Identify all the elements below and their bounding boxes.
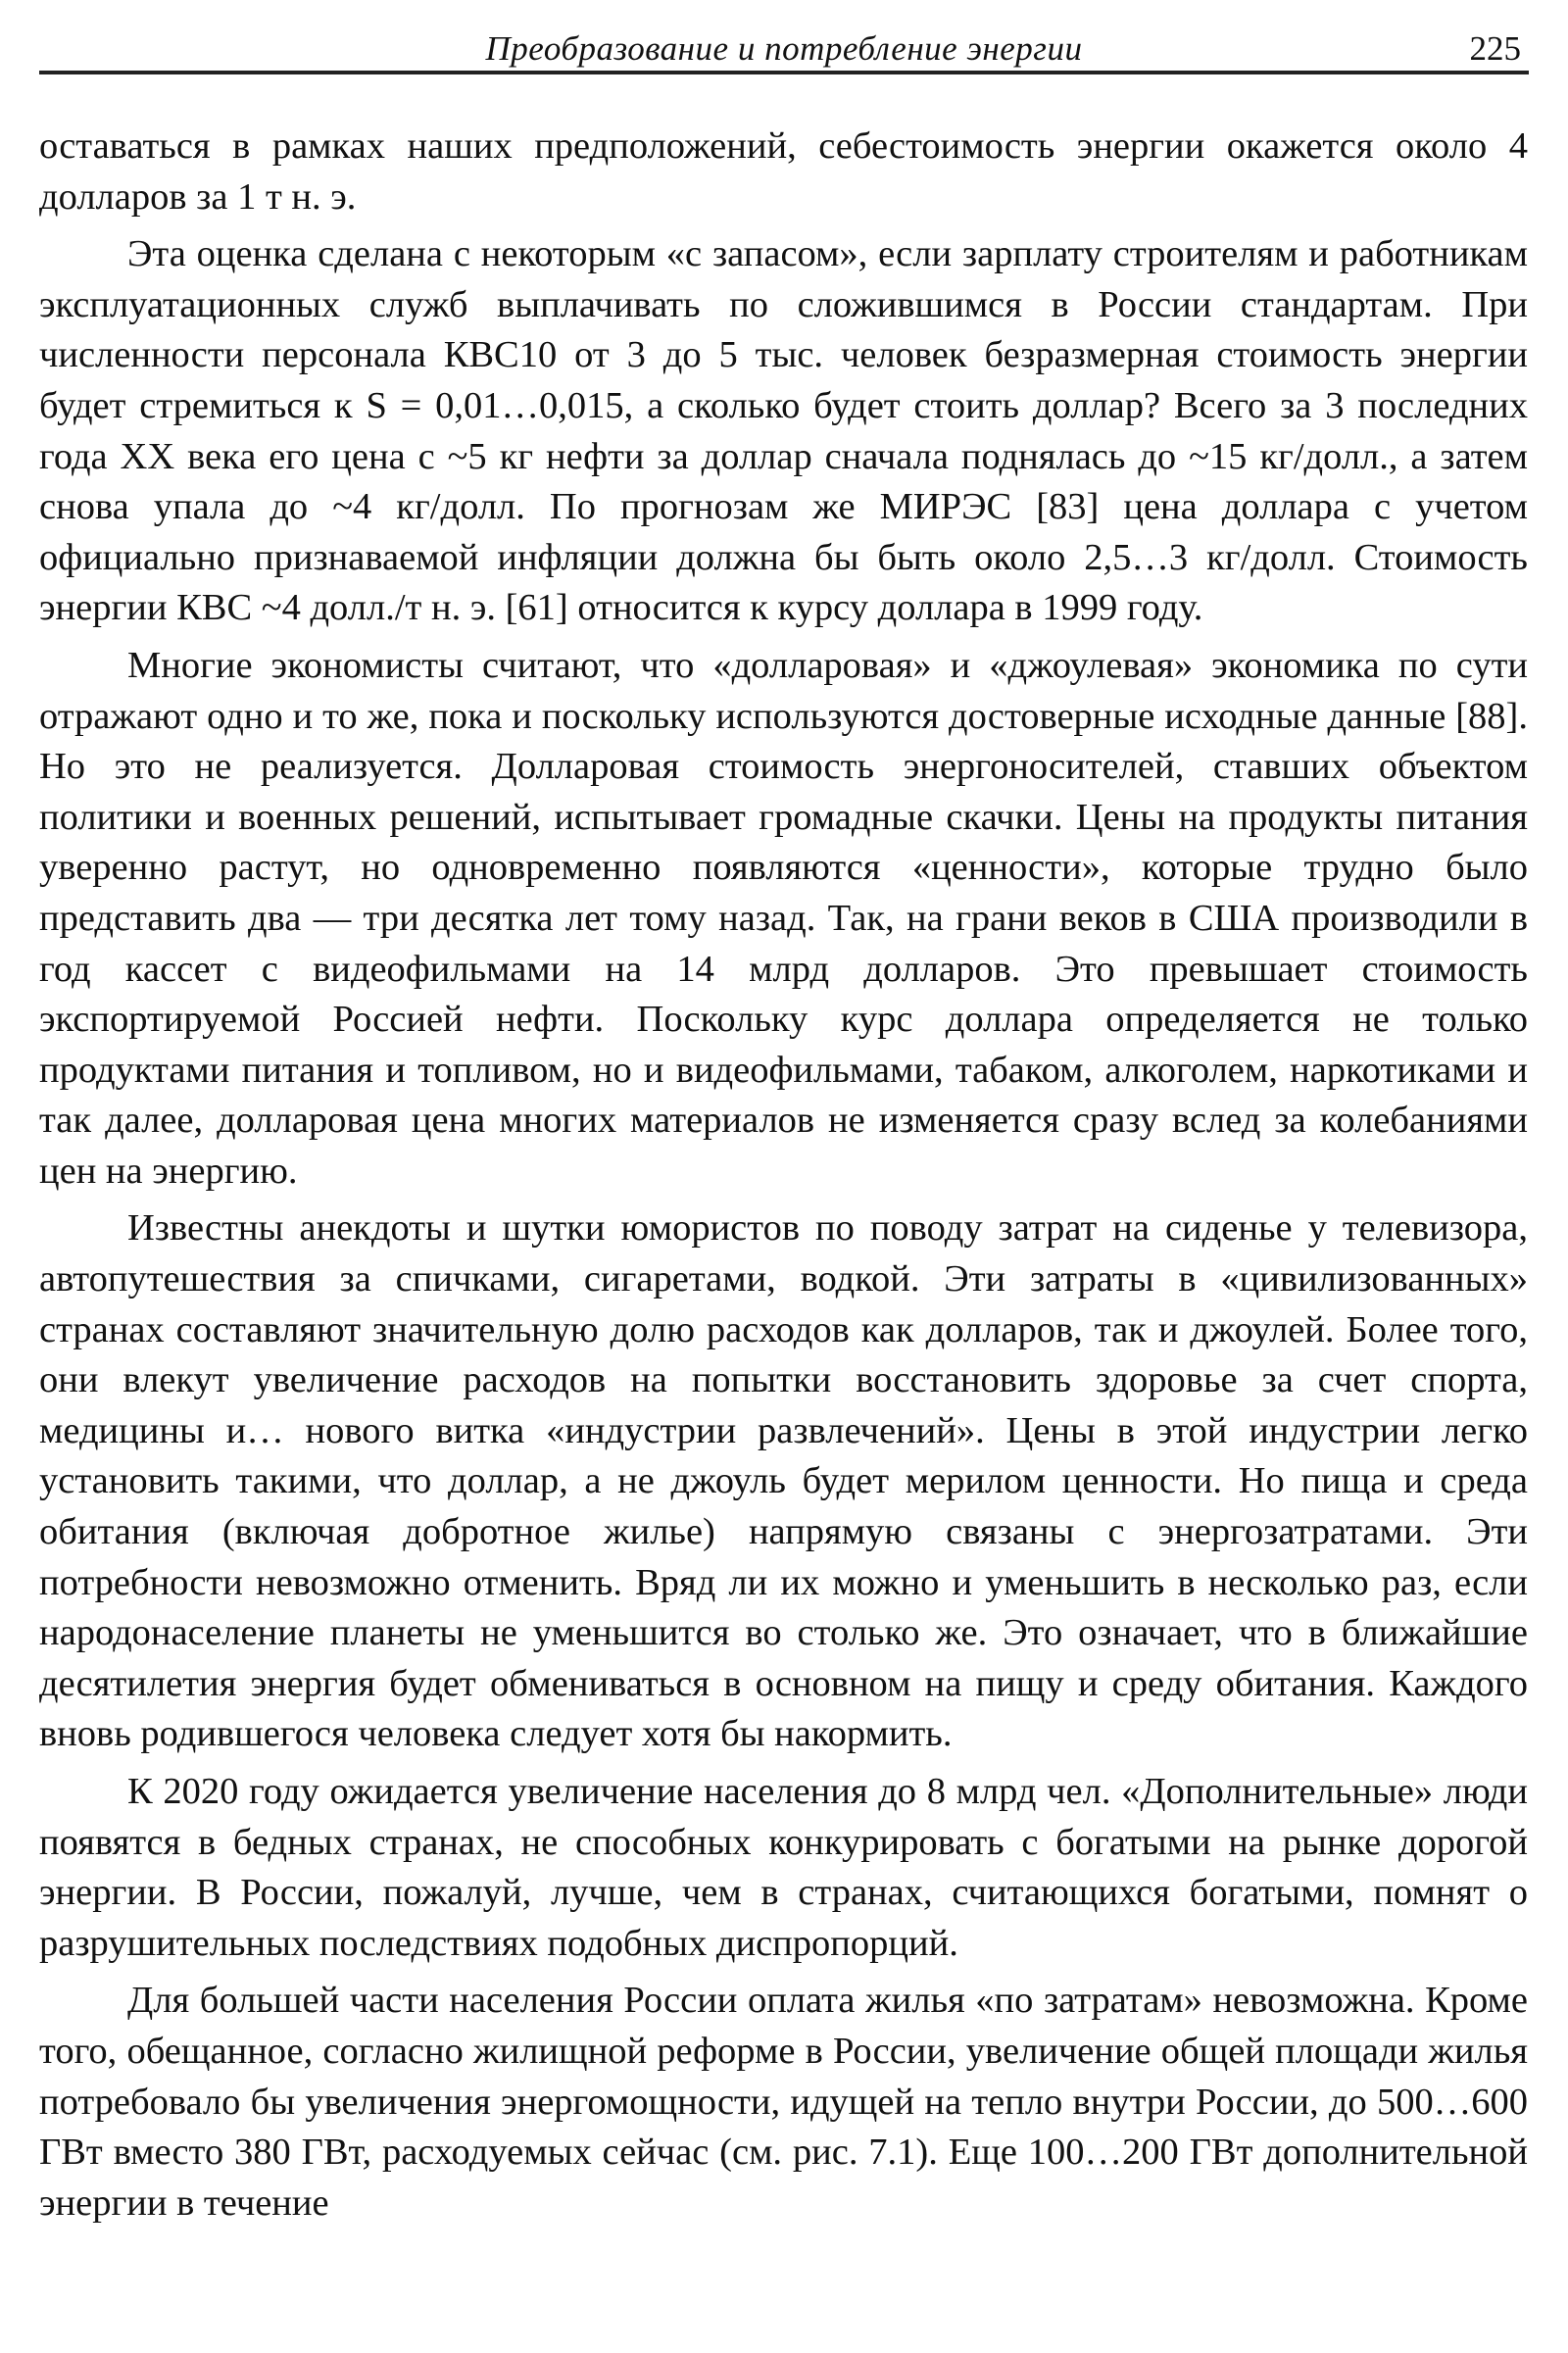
paragraph-housing: Для большей части населения России оплата жилья «по затратам» невозможна. Кроме того, обещанное, согласно жилищной реформе в России, увеличение общей площади жилья потребовало бы увеличения энергомощности, идущей на тепло внутри России, до 500…600 ГВт вместо 380 ГВт, расходуемых сейчас (см. рис. 7.1). Еще 100…200 ГВт дополнительной энергии в течение <box>39 1980 1528 2224</box>
paragraph-population: К 2020 году ожидается увеличение населения до 8 млрд чел. «Дополнительные» люди появятся в бедных странах, не способных конкурировать с богатыми на рынке дорогой энергии. В России, пожалуй, лучше, чем в странах, считающихся богатыми, помнят о разрушительных последствиях подобных диспропорций. <box>39 1771 1528 1964</box>
header-rule <box>39 71 1529 74</box>
page-number: 225 <box>1469 29 1521 68</box>
paragraph-continuation: оставаться в рамках наших предположений, себестоимость энергии окажется около 4 долларов за 1 т н. э. <box>39 125 1528 218</box>
paragraph-anecdotes: Известны анекдоты и шутки юмористов по поводу затрат на сиденье у телевизора, автопутешествия за спичками, сигаретами, водкой. Эти затраты в «цивилизованных» странах составляют значительную долю расходов как долларов, так и джоулей. Более того, они влекут увеличение расходов на попытки восстановить здоровье за счет спорта, медицины и… нового витка «индустрии развлечений». Цены в этой индустрии легко установить такими, что доллар, а не джоуль будет мерилом ценности. Но пища и среда обитания (включая добротное жилье) напрямую связаны с энергозатратами. Эти потребности невозможно отменить. Вряд ли их можно и уменьшить в несколько раз, если народонаселение планеты не уменьшится во столько же. Это означает, что в ближайшие десятилетия энергия будет обмениваться в основном на пищу и среду обитания. Каждого вновь родившегося человека следует хотя бы накормить. <box>39 1207 1528 1755</box>
body-text <box>39 122 1528 2235</box>
running-head <box>39 24 1529 73</box>
running-title: Преобразование и потребление энергии <box>485 29 1083 68</box>
paragraph-economists: Многие экономисты считают, что «долларовая» и «джоулевая» экономика по сути отражают одно и то же, пока и поскольку используются достоверные исходные данные [88]. Но это не реализуется. Долларовая стоимость энергоносителей, ставших объектом политики и военных решений, испытывает громадные скачки. Цены на продукты питания уверенно растут, но одновременно появляются «ценности», которые трудно было представить два — три десятка лет тому назад. Так, на грани веков в США производили в год кассет с видеофильмами на 14 млрд долларов. Это превышает стоимость экспортируемой Россией нефти. Поскольку курс доллара определяется не только продуктами питания и топливом, но и видеофильмами, табаком, алкоголем, наркотиками и так далее, долларовая цена многих материалов не изменяется сразу вслед за колебаниями цен на энергию. <box>39 644 1528 1192</box>
paragraph-estimate: Эта оценка сделана с некоторым «с запасом», если зарплату строителям и работникам эксплуатационных служб выплачивать по сложившимся в России стандартам. При численности персонала КВС10 от 3 до 5 тыс. человек безразмерная стоимость энергии будет стремиться к S = 0,01…0,015, а сколько будет стоить доллар? Всего за 3 последних года XX века его цена с ~5 кг нефти за доллар сначала поднялась до ~15 кг/долл., а затем снова упала до ~4 кг/долл. По прогнозам же МИРЭС [83] цена доллара с учетом официально признаваемой инфляции должна бы быть около 2,5…3 кг/долл. Стоимость энергии КВС ~4 долл./т н. э. [61] относится к курсу доллара в 1999 году. <box>39 233 1528 629</box>
